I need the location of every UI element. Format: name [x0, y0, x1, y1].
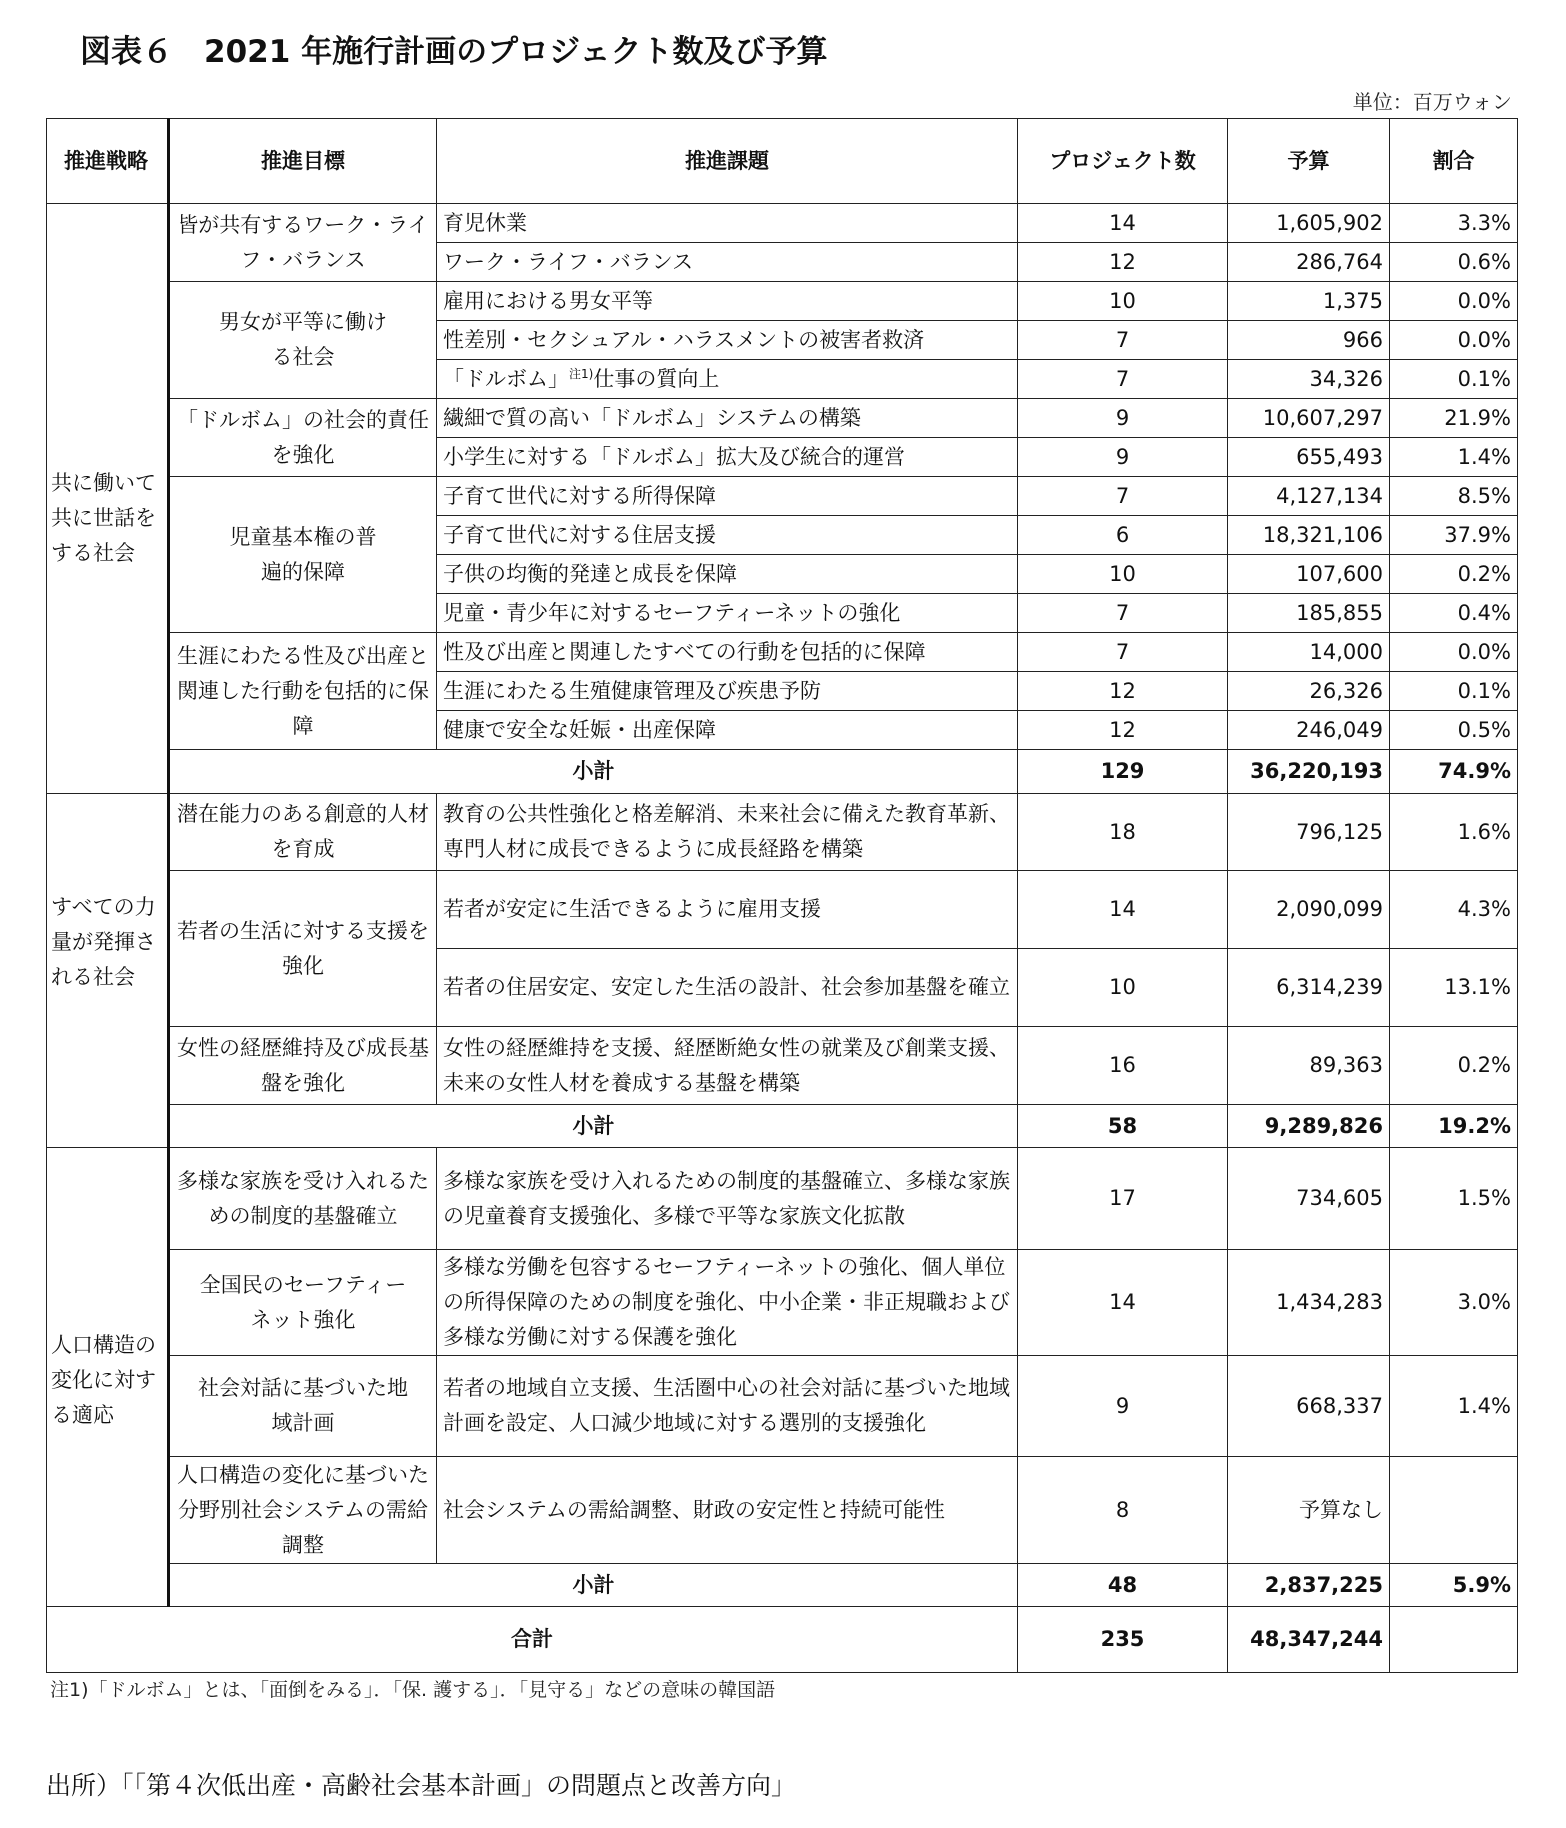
table-row — [47, 282, 1518, 321]
footnote: 注1)「ドルボム」とは、「面倒をみる」．「保. 護する」．「見守る」などの意味の韓国語 — [50, 1679, 776, 1701]
table-row — [47, 477, 1518, 516]
projects-cell: 14 — [1018, 204, 1228, 243]
table-row — [47, 204, 1518, 243]
table-row — [47, 794, 1518, 871]
table-row — [47, 871, 1518, 949]
subtotal-budget: 36,220,193 — [1228, 750, 1390, 794]
total-projects: 235 — [1018, 1607, 1228, 1673]
projects-cell: 18 — [1018, 794, 1228, 871]
budget-cell: 655,493 — [1228, 438, 1390, 477]
projects-cell: 8 — [1018, 1457, 1228, 1564]
task-cell: 雇用における男女平等 — [437, 282, 1018, 321]
ratio-cell: 21.9% — [1390, 399, 1518, 438]
budget-cell: 668,337 — [1228, 1356, 1390, 1457]
goal-cell: 児童基本権の普遍的保障 — [169, 477, 437, 633]
ratio-cell: 0.1% — [1390, 672, 1518, 711]
header-strategy: 推進戦略 — [47, 119, 169, 204]
budget-cell: 185,855 — [1228, 594, 1390, 633]
projects-cell: 9 — [1018, 1356, 1228, 1457]
source-citation: 出所）「「第４次低出産・高齢社会基本計画」の問題点と改善方向」 — [46, 1771, 797, 1800]
total-label: 合計 — [47, 1607, 1018, 1673]
ratio-cell: 0.0% — [1390, 633, 1518, 672]
strategy-cell: 共に働いて共に世話をする社会 — [47, 204, 169, 794]
budget-cell: 286,764 — [1228, 243, 1390, 282]
projects-cell: 9 — [1018, 438, 1228, 477]
header-task: 推進課題 — [437, 119, 1018, 204]
task-cell: 多様な家族を受け入れるための制度的基盤確立、多様な家族の児童養育支援強化、多様で平等な家族文化拡散 — [437, 1148, 1018, 1250]
budget-cell: 26,326 — [1228, 672, 1390, 711]
task-cell: 社会システムの需給調整、財政の安定性と持続可能性 — [437, 1457, 1018, 1564]
subtotal-row — [47, 1105, 1518, 1148]
subtotal-label: 小計 — [169, 1564, 1018, 1607]
figure-title: 図表６ 2021 年施行計画のプロジェクト数及び予算 — [80, 34, 828, 70]
goal-cell: 生涯にわたる性及び出産と関連した行動を包括的に保障 — [169, 633, 437, 750]
projects-cell: 10 — [1018, 555, 1228, 594]
budget-cell: 1,605,902 — [1228, 204, 1390, 243]
task-cell: 子供の均衡的発達と成長を保障 — [437, 555, 1018, 594]
ratio-cell: 0.4% — [1390, 594, 1518, 633]
ratio-cell: 37.9% — [1390, 516, 1518, 555]
ratio-cell: 0.1% — [1390, 360, 1518, 399]
task-text: 仕事の質向上 — [593, 366, 720, 391]
projects-cell: 6 — [1018, 516, 1228, 555]
header-goal: 推進目標 — [169, 119, 437, 204]
budget-cell: 107,600 — [1228, 555, 1390, 594]
budget-cell: 14,000 — [1228, 633, 1390, 672]
task-cell: 小学生に対する「ドルボム」拡大及び統合的運営 — [437, 438, 1018, 477]
projects-cell: 14 — [1018, 871, 1228, 949]
subtotal-ratio: 5.9% — [1390, 1564, 1518, 1607]
header-ratio: 割合 — [1390, 119, 1518, 204]
task-cell: ワーク・ライフ・バランス — [437, 243, 1018, 282]
table-row — [47, 1250, 1518, 1356]
budget-cell: 34,326 — [1228, 360, 1390, 399]
subtotal-budget: 9,289,826 — [1228, 1105, 1390, 1148]
table-row — [47, 1356, 1518, 1457]
projects-cell: 14 — [1018, 1250, 1228, 1356]
subtotal-label: 小計 — [169, 750, 1018, 794]
ratio-cell: 1.5% — [1390, 1148, 1518, 1250]
projects-cell: 7 — [1018, 477, 1228, 516]
task-cell: 児童・青少年に対するセーフティーネットの強化 — [437, 594, 1018, 633]
goal-cell: 若者の生活に対する支援を強化 — [169, 871, 437, 1027]
ratio-cell: 0.0% — [1390, 282, 1518, 321]
table-row — [47, 1457, 1518, 1564]
budget-cell: 予算なし — [1228, 1457, 1390, 1564]
projects-cell: 9 — [1018, 399, 1228, 438]
subtotal-budget: 2,837,225 — [1228, 1564, 1390, 1607]
budget-cell: 966 — [1228, 321, 1390, 360]
projects-cell: 12 — [1018, 243, 1228, 282]
goal-cell: 潜在能力のある創意的人材を育成 — [169, 794, 437, 871]
subtotal-projects: 48 — [1018, 1564, 1228, 1607]
task-cell: 性及び出産と関連したすべての行動を包括的に保障 — [437, 633, 1018, 672]
projects-cell: 12 — [1018, 672, 1228, 711]
ratio-cell: 0.6% — [1390, 243, 1518, 282]
task-cell: 育児休業 — [437, 204, 1018, 243]
ratio-cell: 0.0% — [1390, 321, 1518, 360]
task-cell: 性差別・セクシュアル・ハラスメントの被害者救済 — [437, 321, 1018, 360]
subtotal-row — [47, 1564, 1518, 1607]
task-cell: 若者の地域自立支援、生活圏中心の社会対話に基づいた地域計画を設定、人口減少地域に対する選別的支援強化 — [437, 1356, 1018, 1457]
ratio-cell — [1390, 1457, 1518, 1564]
budget-cell: 6,314,239 — [1228, 949, 1390, 1027]
goal-cell: 人口構造の変化に基づいた分野別社会システムの需給調整 — [169, 1457, 437, 1564]
table-row — [47, 633, 1518, 672]
projects-cell: 10 — [1018, 949, 1228, 1027]
task-cell — [437, 360, 1018, 399]
budget-cell: 18,321,106 — [1228, 516, 1390, 555]
budget-cell: 796,125 — [1228, 794, 1390, 871]
total-row — [47, 1607, 1518, 1673]
budget-cell: 1,375 — [1228, 282, 1390, 321]
total-budget: 48,347,244 — [1228, 1607, 1390, 1673]
budget-cell: 734,605 — [1228, 1148, 1390, 1250]
subtotal-projects: 129 — [1018, 750, 1228, 794]
header-budget: 予算 — [1228, 119, 1390, 204]
projects-cell: 7 — [1018, 321, 1228, 360]
task-cell: 生涯にわたる生殖健康管理及び疾患予防 — [437, 672, 1018, 711]
table-row — [47, 1027, 1518, 1105]
task-cell: 女性の経歴維持を支援、経歴断絶女性の就業及び創業支援、未来の女性人材を養成する基盤を構築 — [437, 1027, 1018, 1105]
projects-cell: 12 — [1018, 711, 1228, 750]
goal-cell: 社会対話に基づいた地域計画 — [169, 1356, 437, 1457]
footnote-marker: 注1) — [569, 366, 594, 381]
ratio-cell: 1.4% — [1390, 1356, 1518, 1457]
strategy-cell: 人口構造の変化に対する適応 — [47, 1148, 169, 1607]
task-cell: 多様な労働を包容するセーフティーネットの強化、個人単位の所得保障のための制度を強化、中小企業・非正規職および多様な労働に対する保護を強化 — [437, 1250, 1018, 1356]
task-cell: 若者が安定に生活できるように雇用支援 — [437, 871, 1018, 949]
task-cell: 健康で安全な妊娠・出産保障 — [437, 711, 1018, 750]
goal-cell: 女性の経歴維持及び成長基盤を強化 — [169, 1027, 437, 1105]
ratio-cell: 1.4% — [1390, 438, 1518, 477]
total-ratio — [1390, 1607, 1518, 1673]
projects-cell: 17 — [1018, 1148, 1228, 1250]
budget-cell: 4,127,134 — [1228, 477, 1390, 516]
task-cell: 教育の公共性強化と格差解消、未来社会に備えた教育革新、専門人材に成長できるように成長経路を構築 — [437, 794, 1018, 871]
goal-cell: 全国民のセーフティーネット強化 — [169, 1250, 437, 1356]
ratio-cell: 13.1% — [1390, 949, 1518, 1027]
budget-table — [46, 118, 1518, 1673]
ratio-cell: 0.2% — [1390, 555, 1518, 594]
strategy-cell: すべての力量が発揮される社会 — [47, 794, 169, 1148]
budget-cell: 10,607,297 — [1228, 399, 1390, 438]
subtotal-projects: 58 — [1018, 1105, 1228, 1148]
subtotal-label: 小計 — [169, 1105, 1018, 1148]
subtotal-ratio: 74.9% — [1390, 750, 1518, 794]
ratio-cell: 0.2% — [1390, 1027, 1518, 1105]
projects-cell: 10 — [1018, 282, 1228, 321]
ratio-cell: 3.0% — [1390, 1250, 1518, 1356]
task-text: 「ドルボム」 — [443, 366, 569, 391]
ratio-cell: 0.5% — [1390, 711, 1518, 750]
task-cell: 子育て世代に対する所得保障 — [437, 477, 1018, 516]
ratio-cell: 8.5% — [1390, 477, 1518, 516]
task-cell: 若者の住居安定、安定した生活の設計、社会参加基盤を確立 — [437, 949, 1018, 1027]
goal-cell: 皆が共有するワーク・ライフ・バランス — [169, 204, 437, 282]
table-row — [47, 1148, 1518, 1250]
unit-label: 単位：百万ウォン — [1352, 90, 1512, 114]
goal-cell: 男女が平等に働ける社会 — [169, 282, 437, 399]
header-projects: プロジェクト数 — [1018, 119, 1228, 204]
projects-cell: 7 — [1018, 594, 1228, 633]
subtotal-row — [47, 750, 1518, 794]
budget-cell: 246,049 — [1228, 711, 1390, 750]
ratio-cell: 3.3% — [1390, 204, 1518, 243]
projects-cell: 7 — [1018, 633, 1228, 672]
table-row — [47, 399, 1518, 438]
goal-cell: 多様な家族を受け入れるための制度的基盤確立 — [169, 1148, 437, 1250]
goal-cell: 「ドルボム」の社会的責任を強化 — [169, 399, 437, 477]
task-cell: 繊細で質の高い「ドルボム」システムの構築 — [437, 399, 1018, 438]
subtotal-ratio: 19.2% — [1390, 1105, 1518, 1148]
projects-cell: 7 — [1018, 360, 1228, 399]
budget-cell: 1,434,283 — [1228, 1250, 1390, 1356]
budget-cell: 2,090,099 — [1228, 871, 1390, 949]
header-row — [47, 119, 1518, 204]
ratio-cell: 4.3% — [1390, 871, 1518, 949]
budget-cell: 89,363 — [1228, 1027, 1390, 1105]
ratio-cell: 1.6% — [1390, 794, 1518, 871]
task-cell: 子育て世代に対する住居支援 — [437, 516, 1018, 555]
projects-cell: 16 — [1018, 1027, 1228, 1105]
